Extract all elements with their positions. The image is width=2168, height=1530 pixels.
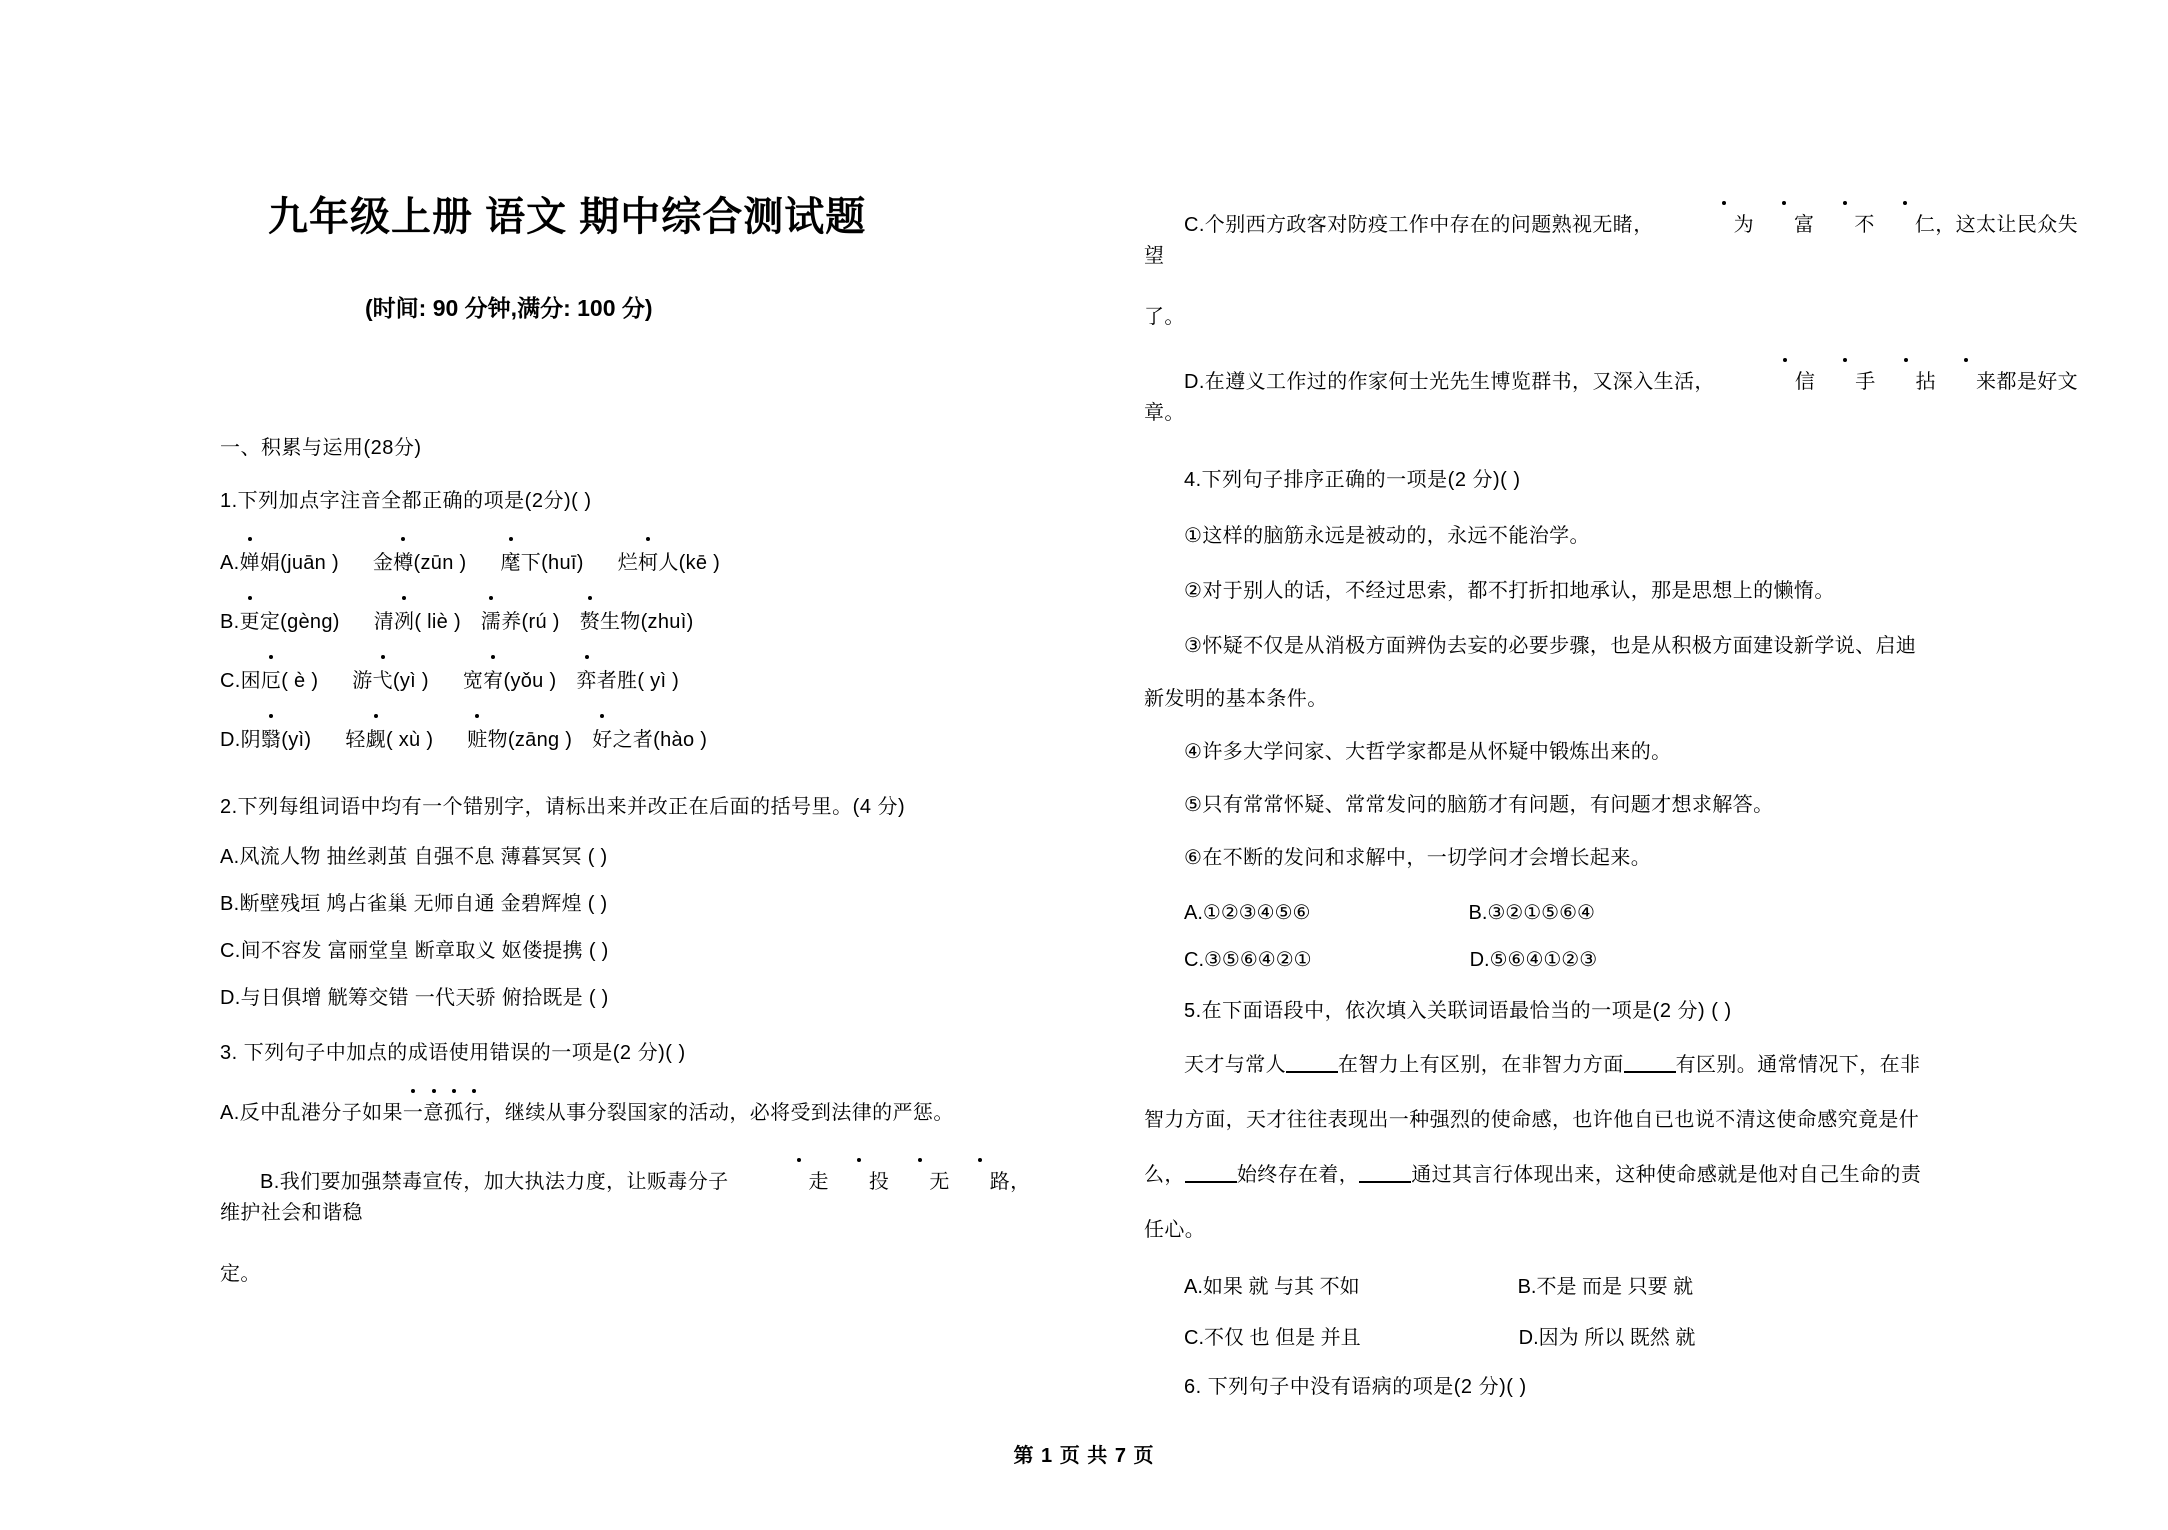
q5-passage-f: 通过其言行体现出来，这种使命感就是他对自己生命的责 [1411, 1164, 1922, 1186]
question-5-choice-a: A.如果 就 与其 不如 [1184, 1276, 1360, 1298]
q5-passage-a: 天才与常人 [1184, 1054, 1286, 1076]
q3-d-post: 都是好文章。 [1144, 371, 2079, 424]
exam-meta-subtitle: (时间: 90 分钟,满分: 100 分) [365, 295, 653, 321]
dotted-idiom-zoutouwulu: 走 投 无 路 [729, 1167, 1011, 1198]
question-4-sentence-4: ④许多大学问家、大哲学家都是从怀疑中锻炼出来的。 [1184, 741, 1672, 763]
q5-passage-e: 始终存在着， [1236, 1164, 1360, 1186]
q3-a-pre: A.反中乱港分子如果 [220, 1102, 403, 1124]
dotted-idiom-weifuburen: 为 富 不 仁 [1654, 210, 1936, 241]
dotted-word-jinzun: 金樽(zūn ) [373, 546, 467, 575]
dotted-idiom-yiyiguxing: 一意孤行 [403, 1098, 485, 1129]
question-1-option-c [220, 664, 1044, 693]
blank-field-1[interactable] [1286, 1053, 1338, 1073]
dotted-word-lankeren: 烂柯人(kē ) [618, 546, 720, 575]
q3-c-pre: C.个别西方政客对防疫工作中存在的问题熟视无睹， [1184, 214, 1654, 236]
question-2-option-b: B.断壁残垣 鸠占雀巢 无师自通 金碧辉煌 ( ) [220, 893, 608, 915]
blank-field-3[interactable] [1185, 1163, 1237, 1183]
question-1-option-d [220, 723, 1044, 752]
section-heading-one: 一、积累与运用(28分) [220, 437, 422, 459]
dotted-word-qinglie: 清冽( liè ) [374, 605, 461, 634]
question-3-option-a [220, 1098, 1044, 1129]
right-column [1084, 0, 2128, 1402]
q3-a-post: ，继续从事分裂国家的活动，必将受到法律的严惩。 [484, 1102, 954, 1124]
q5-passage-b: 在智力上有区别，在非智力方面 [1338, 1054, 1624, 1076]
option-c-prefix: C. [220, 670, 241, 692]
question-4-choice-row-1 [1144, 900, 2098, 925]
dotted-word-huixia: 麾下(huī) [500, 546, 583, 575]
question-1-option-b [220, 605, 1044, 634]
dotted-word-qingqu: 轻觑( xù ) [345, 723, 433, 752]
dotted-word-ruyang: 濡养(rú ) [481, 605, 560, 634]
question-4-sentence-3-wrap: 新发明的基本条件。 [1144, 688, 1328, 710]
question-5-stem: 5.在下面语段中，依次填入关联词语最恰当的一项是(2 分) ( ) [1184, 1000, 1732, 1022]
question-4-sentence-3: ③怀疑不仅是从消极方面辨伪去妄的必要步骤，也是从积极方面建设新学说、启迪 [1184, 635, 1917, 657]
question-4-choice-a: A.①②③④⑤⑥ [1184, 902, 1311, 924]
question-4-choice-row-2 [1144, 947, 2098, 972]
option-b-prefix: B. [220, 611, 240, 633]
dotted-word-yizhesheng: 弈者胜( yì ) [576, 664, 679, 693]
question-3-option-d [1144, 367, 2098, 429]
dotted-word-zangwu: 赃物(zāng ) [467, 723, 572, 752]
option-a-prefix: A. [220, 552, 240, 574]
dotted-word-gengding: 更定(gèng) [240, 605, 340, 634]
blank-field-2[interactable] [1624, 1053, 1676, 1073]
question-4-choice-c: C.③⑤⑥④②① [1184, 949, 1312, 971]
question-4-sentence-1: ①这样的脑筋永远是被动的，永远不能治学。 [1184, 525, 1590, 547]
dotted-word-zhuishengwu: 赘生物(zhuì) [580, 605, 694, 634]
dotted-word-yinyi: 阴翳(yì) [241, 723, 312, 752]
question-5-passage-line-1 [1144, 1050, 2098, 1081]
question-2-stem: 2.下列每组词语中均有一个错别字，请标出来并改正在后面的括号里。(4 分) [220, 796, 906, 818]
question-3-stem: 3. 下列句子中加点的成语使用错误的一项是(2 分)( ) [220, 1042, 686, 1064]
q5-passage-d: 么， [1144, 1164, 1185, 1186]
dotted-word-kuanyou: 宽宥(yǒu ) [463, 664, 557, 693]
q5-passage-c: 有区别。通常情况下，在非 [1675, 1054, 1921, 1076]
blank-field-4[interactable] [1359, 1163, 1411, 1183]
dotted-word-kune: 困厄( è ) [241, 664, 319, 693]
question-5-choice-row-1 [1144, 1270, 2098, 1299]
question-5-passage-line-2: 智力方面，天才往往表现出一种强烈的使命感，也许他自已也说不清这使命感究竟是什 [1144, 1109, 1920, 1131]
question-5-choice-row-2 [1144, 1321, 2098, 1350]
question-5-passage-line-3 [1144, 1160, 2098, 1191]
question-1-stem: 1.下列加点字注音全都正确的项是(2分)( ) [220, 490, 592, 512]
question-4-sentence-2: ②对于别人的话，不经过思索，都不打折扣地承认，那是思想上的懒惰。 [1184, 580, 1835, 602]
question-4-stem: 4.下列句子排序正确的一项是(2 分)( ) [1184, 469, 1521, 491]
question-4-choice-b: B.③②①⑤⑥④ [1468, 902, 1595, 924]
question-5-choice-d: D.因为 所以 既然 就 [1518, 1327, 1696, 1349]
question-5-choice-b: B.不是 而是 只要 就 [1517, 1276, 1694, 1298]
question-5-choice-c: C.不仅 也 但是 并且 [1184, 1327, 1361, 1349]
question-4-sentence-5: ⑤只有常常怀疑、常常发问的脑筋才有问题，有问题才想求解答。 [1184, 794, 1774, 816]
question-3-option-b [220, 1167, 1044, 1229]
q3-c-post: ，这太让民众失望 [1144, 214, 2079, 267]
q3-b-post: ，维护社会和谐稳 [220, 1171, 1031, 1224]
dotted-word-haozhizhe: 好之者(hào ) [592, 723, 707, 752]
question-4-sentence-6: ⑥在不断的发问和求解中，一切学问才会增长起来。 [1184, 847, 1652, 869]
q3-b-pre: B.我们要加强禁毒宣传，加大执法力度，让贩毒分子 [260, 1171, 729, 1193]
left-column [40, 0, 1084, 1402]
question-2-option-d: D.与日俱增 觥筹交错 一代天骄 俯拾既是 ( ) [220, 987, 609, 1009]
page-footer: 第 1 页 共 7 页 [1013, 1445, 1155, 1467]
dotted-idiom-xinshounianlai: 信 手 拈 来 [1715, 367, 1997, 398]
dotted-word-youyi: 游弋(yì ) [352, 664, 429, 693]
q3-d-pre: D.在遵义工作过的作家何士光先生博览群书，又深入生活， [1184, 371, 1715, 393]
question-1-option-a [220, 546, 1044, 575]
option-d-prefix: D. [220, 729, 241, 751]
question-3-option-c [1144, 210, 2098, 272]
dotted-word-chanjuan: 婵娟(juān ) [240, 546, 339, 575]
question-3-option-c-wrap: 了。 [1144, 306, 1185, 328]
question-2-option-c: C.间不容发 富丽堂皇 断章取义 妪偻提携 ( ) [220, 940, 609, 962]
page-title: 九年级上册 语文 期中综合测试题 [268, 195, 867, 239]
question-5-passage-line-4: 任心。 [1144, 1219, 1206, 1241]
question-4-choice-d: D.⑤⑥④①②③ [1469, 949, 1598, 971]
question-3-option-b-wrap: 定。 [220, 1263, 261, 1285]
question-6-stem: 6. 下列句子中没有语病的项是(2 分)( ) [1184, 1376, 1527, 1398]
question-2-option-a: A.风流人物 抽丝剥茧 自强不息 薄暮冥冥 ( ) [220, 846, 608, 868]
